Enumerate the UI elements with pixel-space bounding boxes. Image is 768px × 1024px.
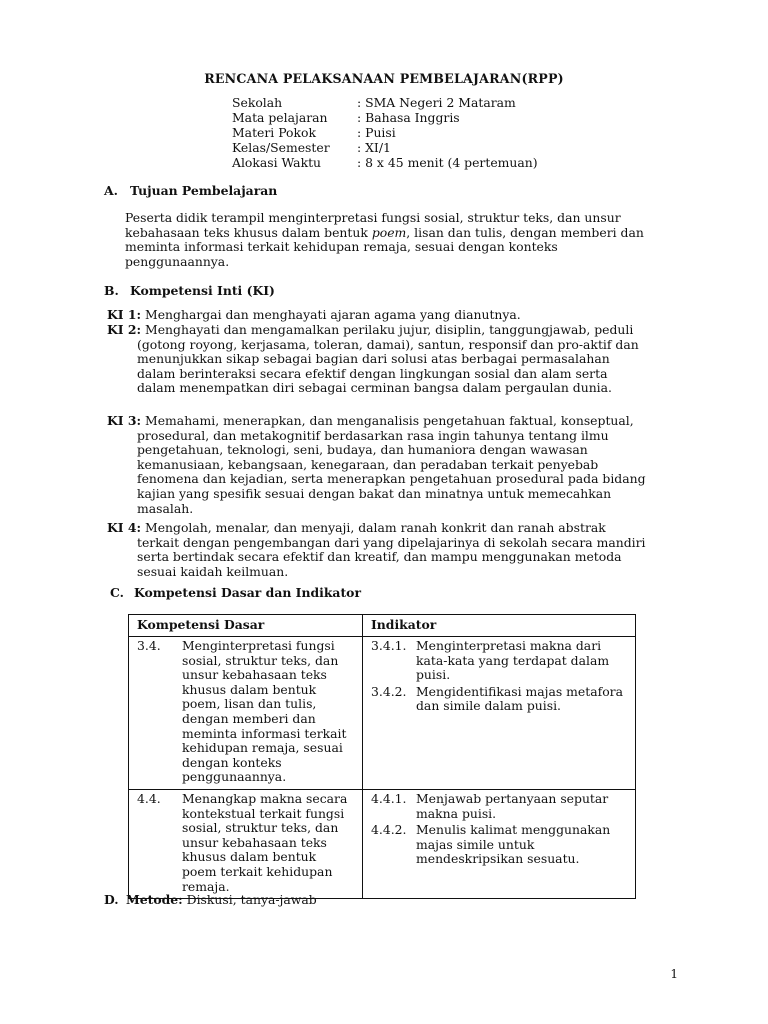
meta-label: Kelas/Semester [232,140,330,155]
section-title: Tujuan Pembelajaran [130,183,278,198]
indicator-number: 4.4.2. [371,822,407,838]
table-row [129,789,636,898]
indicator-number: 3.4.1. [371,638,407,653]
kd-number: 4.4. [137,790,161,806]
meta-row [232,126,538,141]
indicator-item [371,823,627,867]
kd-text: Menangkap makna secara kontekstual terkait fungsi sosial, struktur teks, dan unsur kebahasaan teks khusus dalam bentuk poem terkait kehidupan remaja. [182,790,348,894]
meta-row [232,141,538,156]
section-letter: D. [104,892,119,907]
indicator-item [371,639,627,683]
section-letter: B. [104,283,119,298]
indicator-cell [363,789,636,898]
ki-label: KI 4: [107,520,142,535]
col-header-indicator: Indikator [363,615,636,637]
meta-value: : SMA Negeri 2 Mataram [357,95,516,110]
section-letter: A. [104,183,118,198]
text-part: Peserta didik terampil menginterpretasi fungsi sosial, struktur teks, dan unsur kebahasaan teks khusus dalam bentuk [125,210,621,240]
meta-label: Materi Pokok [232,125,316,140]
meta-row [232,111,538,126]
section-d [104,893,317,908]
indicator-item [371,792,627,821]
metode-text: Diskusi, tanya-jawab [182,892,317,907]
indicator-number: 3.4.2. [371,683,407,699]
section-title: Kompetensi Dasar dan Indikator [134,585,361,600]
section-title: Metode: [126,892,183,907]
identity-table [232,96,538,171]
meta-row [232,156,538,171]
kd-indicator-table [128,614,636,899]
indicator-number: 4.4.1. [371,790,407,806]
ki-3 [107,414,647,516]
ki-label: KI 2: [107,322,142,337]
indicator-item [371,685,627,714]
indicator-text: Mengidentifikasi majas metafora dan simile dalam puisi. [416,683,623,714]
meta-value: : Bahasa Inggris [357,110,460,125]
kd-cell [129,789,363,898]
text-part: , lisan dan tulis, dengan memberi dan meminta informasi terkait kehidupan remaja, sesuai dengan konteks penggunaannya. [125,224,644,269]
meta-label: Mata pelajaran [232,110,328,125]
kd-number: 3.4. [137,638,161,653]
table-header-row [129,615,636,637]
ki-label: KI 1: [107,307,142,322]
section-a-text [125,211,650,269]
col-header-kd: Kompetensi Dasar [129,615,363,637]
ki-text: Menghargai dan menghayati ajaran agama yang dianutnya. [145,307,521,322]
italic-term: poem [371,224,407,240]
kd-item [137,639,354,785]
ki-text: Mengolah, menalar, dan menyaji, dalam ranah konkrit dan ranah abstrak terkait dengan pengembangan dari yang dipelajarinya di sekolah secara mandiri serta bertindak secara efektif dan kreatif, dan mampu menggunakan metoda sesuai kaidah keilmuan. [137,520,646,579]
ki-text: Menghayati dan mengamalkan perilaku jujur, disiplin, tanggungjawab, peduli (gotong royong, kerjasama, toleran, damai), santun, responsif dan pro-aktif dan menunjukkan sikap sebagai bagian dari solusi atas berbagai permasalahan dalam berinteraksi secara efektif dengan lingkungan sosial dan alam serta dalam menempatkan diri sebagai cerminan bangsa dalam pergaulan dunia. [137,322,639,396]
meta-value: : Puisi [357,125,396,140]
ki-text: Memahami, menerapkan, dan menganalisis pengetahuan faktual, konseptual, prosedural, dan metakognitif berdasarkan rasa ingin tahunya tentang ilmu pengetahuan, teknologi, seni, budaya, dan humaniora dengan wawasan kemanusiaan, kebangsaan, kenegaraan, dan peradaban terkait penyebab fenomena dan kejadian, serta menerapkan pengetahuan prosedural pada bidang kajian yang spesifik sesuai dengan bakat dan minatnya untuk memecahkan masalah. [137,413,646,516]
meta-label: Alokasi Waktu [232,155,322,170]
kd-cell [129,637,363,790]
meta-label: Sekolah [232,95,283,110]
ki-label: KI 3: [107,413,142,428]
indicator-text: Menjawab pertanyaan seputar makna puisi. [416,790,609,821]
section-letter: C. [110,585,124,600]
ki-1 [107,308,647,323]
section-c-heading [110,586,361,601]
meta-row [232,96,538,111]
section-title: Kompetensi Inti (KI) [130,283,275,298]
table-row [129,637,636,790]
page-number: 1 [670,967,678,981]
meta-value: : 8 x 45 menit (4 pertemuan) [357,155,538,170]
indicator-text: Menginterpretasi makna dari kata-kata yang terdapat dalam puisi. [416,638,610,683]
kd-item [137,792,354,894]
section-a-heading [104,184,277,199]
kd-text: Menginterpretasi fungsi sosial, struktur teks, dan unsur kebahasaan teks khusus dalam bentuk poem, lisan dan tulis, dengan memberi dan meminta informasi terkait kehidupan remaja, sesuai dengan konteks penggunaannya. [182,638,347,785]
document-title: RENCANA PELAKSANAAN PEMBELAJARAN(RPP) [204,71,564,86]
indicator-text: Menulis kalimat menggunakan majas simile untuk mendeskripsikan sesuatu. [416,822,611,867]
indicator-cell [363,637,636,790]
ki-4 [107,521,647,579]
section-b-heading [104,284,275,299]
ki-2 [107,323,647,396]
meta-value: : XI/1 [357,140,391,155]
